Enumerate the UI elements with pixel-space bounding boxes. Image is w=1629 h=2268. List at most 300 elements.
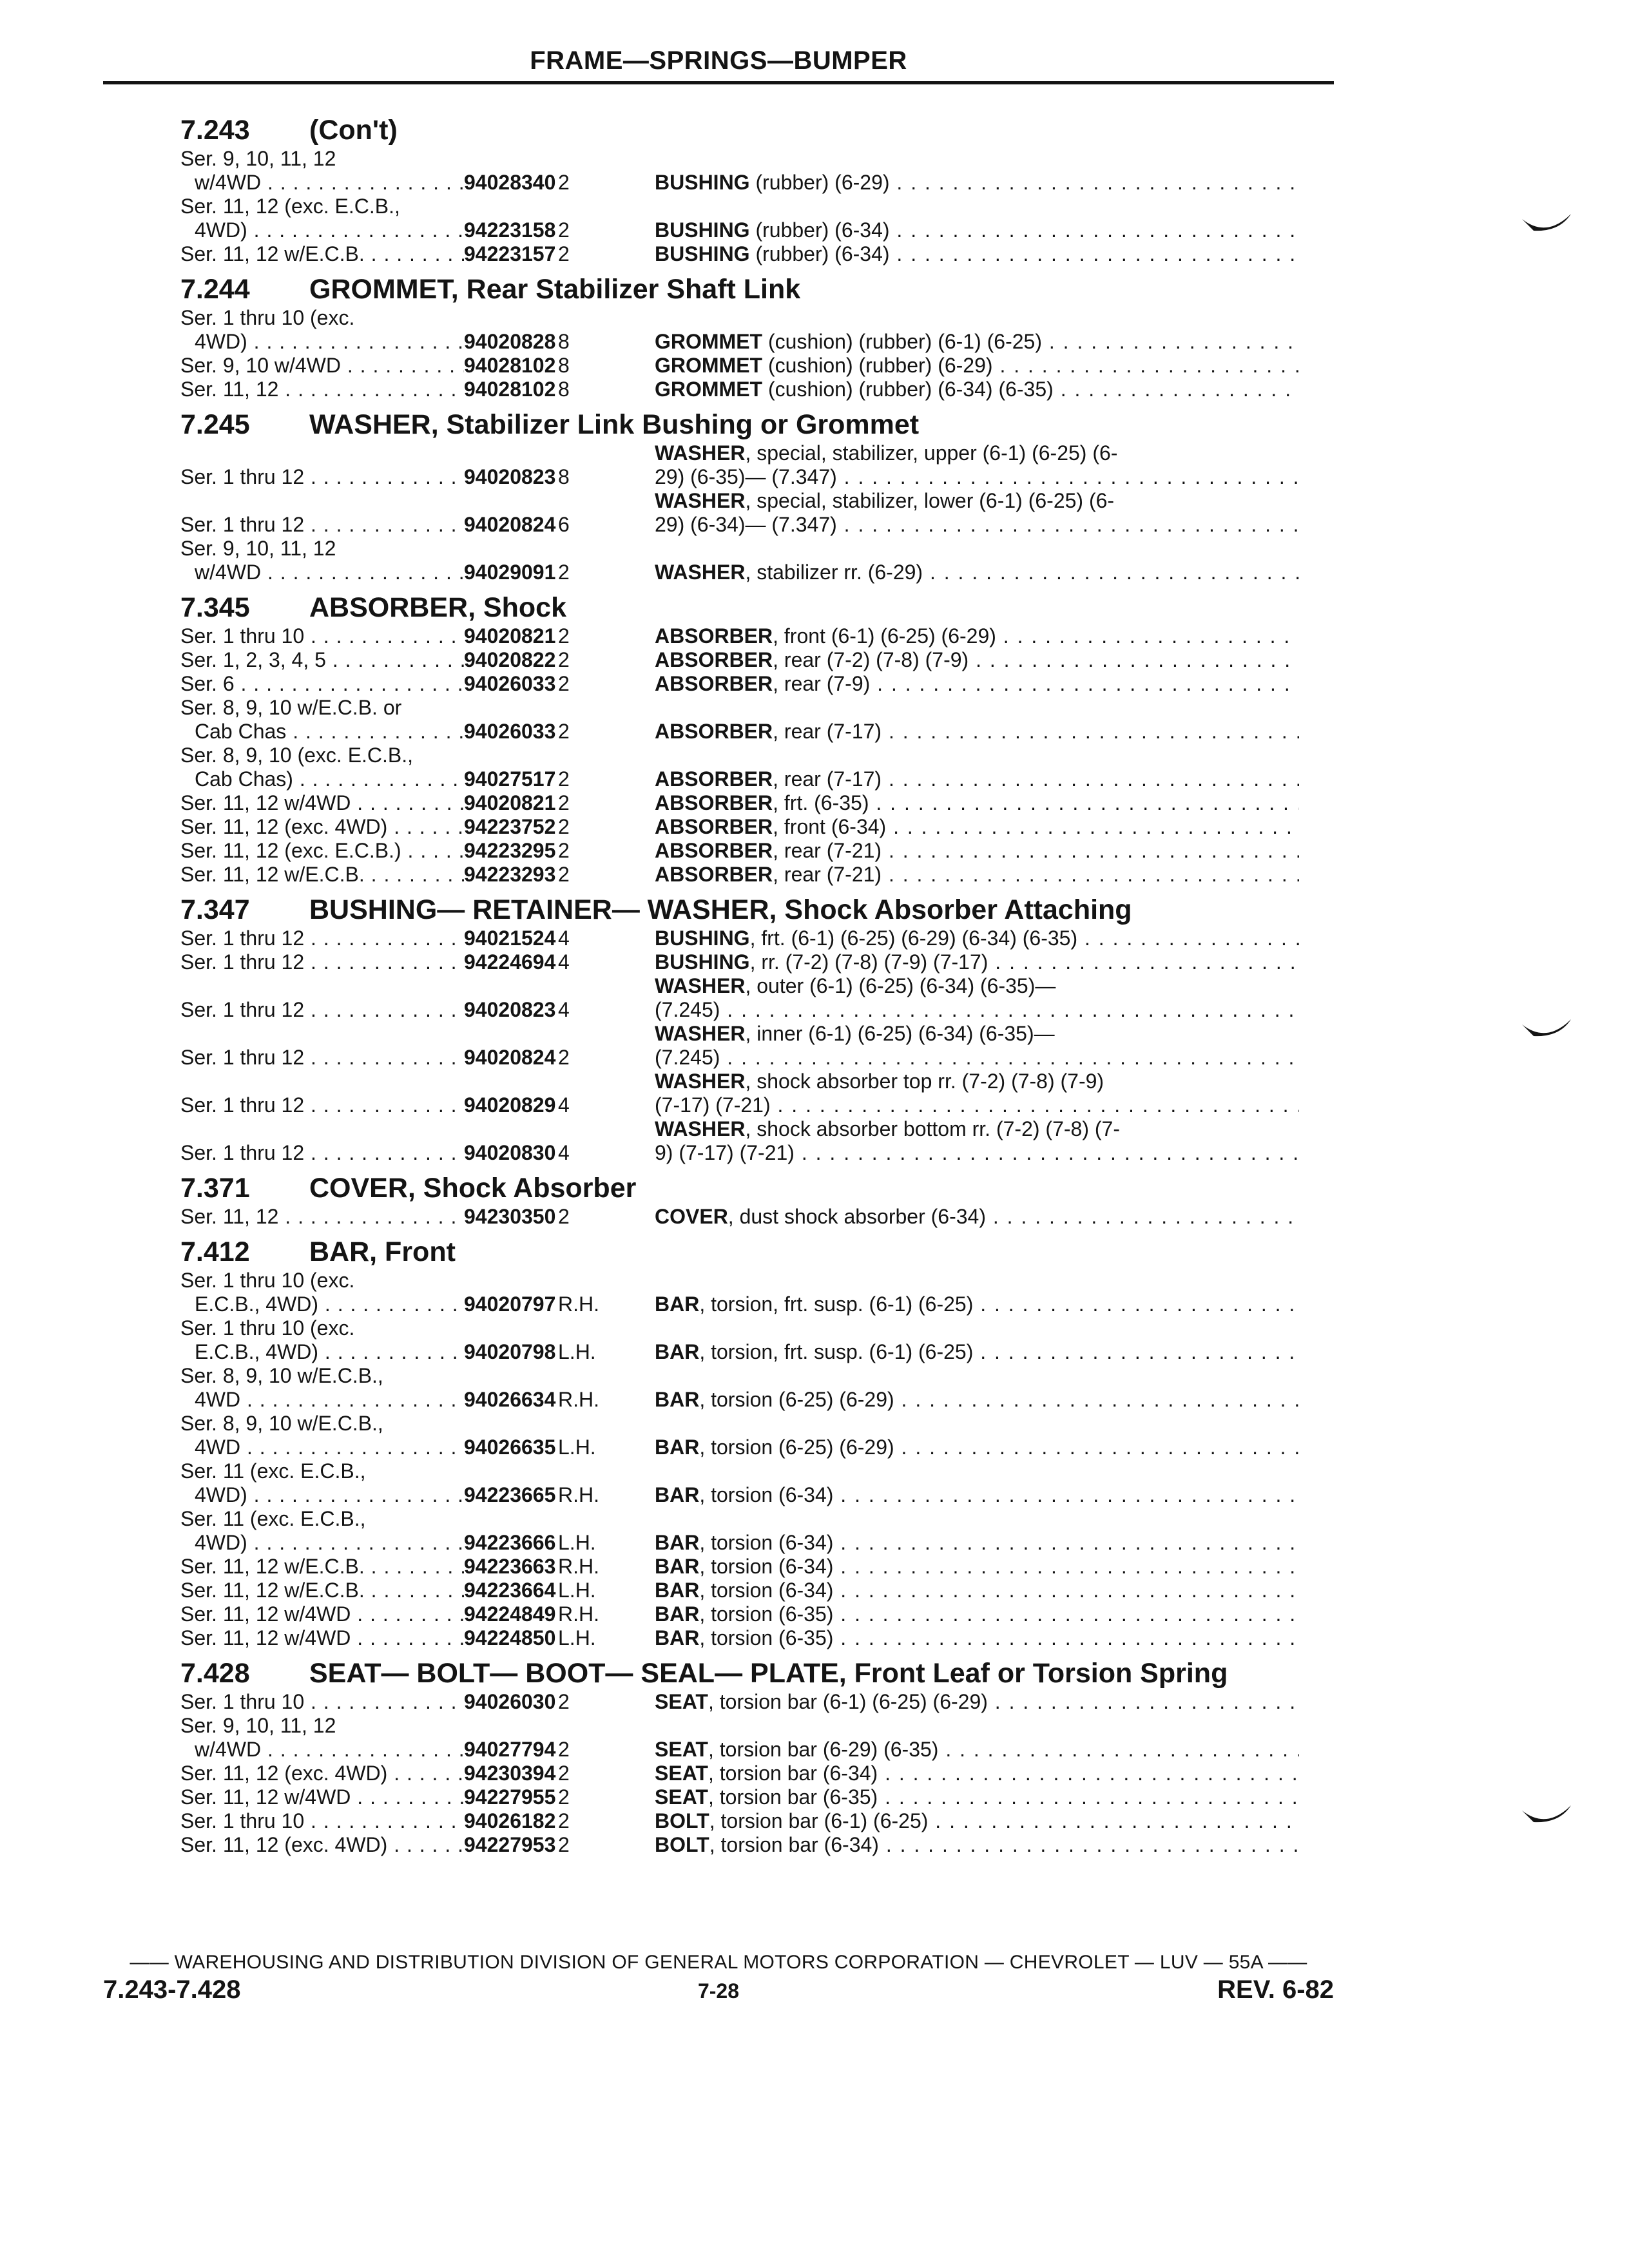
part-row [180, 950, 1327, 974]
application-cell [180, 1093, 464, 1117]
part-name: GROMMET [655, 330, 763, 353]
application-text: Ser. 1 thru 12 . . . [180, 998, 464, 1022]
application-cell [180, 1412, 464, 1459]
part-number: 94026634 [464, 1388, 556, 1411]
quantity: 8 [558, 378, 570, 401]
description-text: (rubber) (6-29) [755, 171, 890, 194]
part-name: BAR [655, 1340, 700, 1363]
part-number: 94028340 [464, 171, 556, 194]
part-row [180, 537, 1327, 584]
part-row [180, 648, 1327, 672]
description-text: special, stabilizer, lower (6-1) (6-25) (6- [757, 489, 1115, 512]
description-cell: BOLT, torsion bar (6-34) . . . [655, 1833, 1299, 1857]
description-text: torsion bar (6-34) [720, 1833, 879, 1856]
part-name: BUSHING [655, 171, 750, 194]
quantity: 2 [558, 624, 570, 648]
application-text: Ser. 11, 12 (exc. 4WD) . . . [180, 815, 464, 839]
quantity: 2 [558, 1046, 570, 1069]
description-text: rear (7-2) (7-8) (7-9) [784, 648, 969, 671]
section-title: SEAT— BOLT— BOOT— SEAL— PLATE, Front Leaf or Torsion Spring [309, 1658, 1228, 1689]
quantity: R.H. [558, 1483, 599, 1506]
application-text: Ser. 1 thru 12 . . . [180, 513, 464, 537]
footer-item-range: 7.243-7.428 [103, 1975, 241, 2004]
part-name: BAR [655, 1602, 700, 1626]
application-cell [180, 1809, 464, 1833]
quantity: 4 [558, 998, 570, 1021]
application-text: Cab Chas) . . . [180, 767, 464, 791]
part-name: BUSHING [655, 927, 750, 950]
part-row [180, 1626, 1327, 1650]
description-cell: BUSHING, frt. (6-1) (6-25) (6-29) (6-34) (6-35) . . . [655, 927, 1299, 950]
description-cell: BAR, torsion (6-35) . . . [655, 1626, 1299, 1650]
section-number: 7.428 [180, 1658, 250, 1689]
part-row [180, 696, 1327, 744]
part-name: ABSORBER [655, 672, 773, 695]
part-row [180, 624, 1327, 648]
application-text: Ser. 1 thru 10 . . . [180, 1809, 464, 1833]
application-text: Ser. 11, 12 w/4WD . . . [180, 1626, 464, 1650]
application-text: Ser. 11, 12 w/E.C.B. . . . [180, 1579, 464, 1602]
section-heading [180, 408, 1327, 441]
part-row [180, 1412, 1327, 1459]
description-text: (cushion) (rubber) (6-1) (6-25) [767, 330, 1042, 353]
part-name: ABSORBER [655, 720, 773, 743]
part-number: 94020828 [464, 330, 556, 353]
part-number: 94020821 [464, 624, 556, 648]
part-row [180, 1269, 1327, 1316]
application-cell [180, 1602, 464, 1626]
application-cell [180, 1785, 464, 1809]
part-name: BUSHING [655, 242, 750, 265]
description-text: rear (7-9) [784, 672, 871, 695]
description-text: special, stabilizer, upper (6-1) (6-25) (6- [757, 441, 1118, 465]
footer-page-number: 7-28 [697, 1979, 740, 2003]
application-cell [180, 1316, 464, 1364]
application-cell [180, 354, 464, 378]
quantity: 2 [558, 1809, 570, 1832]
parts-catalog [180, 107, 1327, 1857]
quantity: L.H. [558, 1579, 596, 1602]
page-header-title: FRAME—SPRINGS—BUMPER [530, 46, 907, 75]
quantity: 4 [558, 1141, 570, 1164]
quantity: 4 [558, 950, 570, 974]
description-text: frt. (6-1) (6-25) (6-29) (6-34) (6-35) [761, 927, 1078, 950]
section-heading [180, 591, 1327, 624]
description-text: (cushion) (rubber) (6-29) [767, 354, 993, 377]
description-text: (7.245) [655, 1046, 720, 1069]
footer-revision: REV. 6-82 [1217, 1975, 1334, 2004]
application-cell [180, 927, 464, 950]
description-cell: ABSORBER, front (6-34) . . . [655, 815, 1299, 839]
description-cell: ABSORBER, rear (7-21) . . . [655, 839, 1299, 863]
part-row [180, 744, 1327, 791]
part-number: 94026635 [464, 1436, 556, 1459]
quantity: 6 [558, 513, 570, 536]
part-number: 94020823 [464, 998, 556, 1021]
part-row [180, 927, 1327, 950]
quantity: L.H. [558, 1436, 596, 1459]
part-name: BUSHING [655, 218, 750, 242]
part-number: 94020823 [464, 465, 556, 488]
part-name: WASHER [655, 489, 746, 512]
quantity: R.H. [558, 1602, 599, 1626]
application-cell [180, 1269, 464, 1316]
part-row [180, 1205, 1327, 1229]
part-row [180, 1714, 1327, 1762]
application-text: Ser. 11, 12 . . . [180, 378, 464, 401]
description-cell: WASHER, special, stabilizer, lower (6-1) (6-25) (6- 29) (6-34)— (7.347) . . . [655, 489, 1299, 537]
description-text: front (6-1) (6-25) (6-29) [784, 624, 996, 648]
application-cell [180, 537, 464, 584]
page-footer [103, 1951, 1334, 2008]
application-cell [180, 465, 464, 489]
part-row [180, 489, 1327, 537]
part-row [180, 863, 1327, 887]
part-number: 94026182 [464, 1809, 556, 1832]
part-number: 94223663 [464, 1555, 556, 1578]
description-cell: WASHER, shock absorber bottom rr. (7-2) (7-8) (7- 9) (7-17) (7-21) . . . [655, 1117, 1299, 1165]
part-number: 94027794 [464, 1738, 556, 1761]
part-name: WASHER [655, 1022, 746, 1045]
application-text: Ser. 11, 12 (exc. E.C.B.) . . . [180, 839, 464, 863]
section-number: 7.244 [180, 274, 250, 305]
quantity: 8 [558, 465, 570, 488]
part-name: BAR [655, 1388, 700, 1411]
part-row [180, 839, 1327, 863]
part-name: ABSORBER [655, 839, 773, 862]
part-name: BAR [655, 1579, 700, 1602]
catalog-section [180, 591, 1327, 887]
application-cell [180, 950, 464, 974]
part-name: WASHER [655, 974, 746, 997]
application-text: Ser. 11, 12 . . . [180, 1205, 464, 1229]
part-number: 94020829 [464, 1093, 556, 1117]
description-text: rear (7-17) [784, 720, 882, 743]
part-number: 94021524 [464, 927, 556, 950]
section-title: (Con't) [309, 115, 398, 146]
footer-publisher-line: —— WAREHOUSING AND DISTRIBUTION DIVISION OF GENERAL MOTORS CORPORATION — CHEVROLET — LUV — 55A —— [130, 1952, 1307, 1973]
application-text: Ser. 1 thru 10 (exc. [180, 1269, 355, 1292]
quantity: 8 [558, 330, 570, 353]
part-number: 94223665 [464, 1483, 556, 1506]
application-text: w/4WD . . . [180, 171, 464, 195]
part-number: 94020798 [464, 1340, 556, 1363]
application-cell [180, 242, 464, 266]
quantity: 2 [558, 863, 570, 886]
part-row [180, 1555, 1327, 1579]
part-number: 94027517 [464, 767, 556, 791]
section-heading [180, 1657, 1327, 1690]
part-number: 94026033 [464, 672, 556, 695]
application-cell [180, 648, 464, 672]
part-name: SEAT [655, 1690, 708, 1713]
binder-mark-icon [1521, 213, 1572, 238]
section-number: 7.345 [180, 592, 250, 623]
part-number: 94223293 [464, 863, 556, 886]
part-number: 94020797 [464, 1293, 556, 1316]
description-text: (rubber) (6-34) [755, 242, 890, 265]
description-text: rear (7-21) [784, 839, 882, 862]
description-cell: ABSORBER, front (6-1) (6-25) (6-29) . . . [655, 624, 1299, 648]
part-name: WASHER [655, 1070, 746, 1093]
part-row [180, 1602, 1327, 1626]
description-text: torsion, frt. susp. (6-1) (6-25) [711, 1293, 974, 1316]
quantity: 2 [558, 1690, 570, 1713]
part-row [180, 147, 1327, 195]
catalog-section [180, 1657, 1327, 1857]
description-text: front (6-34) [784, 815, 887, 838]
description-cell: BAR, torsion (6-34) . . . [655, 1531, 1299, 1555]
part-number: 94020822 [464, 648, 556, 671]
binder-mark-icon [1521, 1018, 1572, 1044]
part-number: 94223752 [464, 815, 556, 838]
part-name: BOLT [655, 1809, 709, 1832]
section-number: 7.371 [180, 1173, 250, 1204]
description-cell: BAR, torsion (6-25) (6-29) . . . [655, 1388, 1299, 1412]
application-cell [180, 1046, 464, 1070]
section-title: COVER, Shock Absorber [309, 1173, 637, 1204]
part-name: GROMMET [655, 354, 763, 377]
description-text: (rubber) (6-34) [755, 218, 890, 242]
part-number: 94227955 [464, 1785, 556, 1809]
description-text: torsion (6-34) [711, 1531, 834, 1554]
part-number: 94028102 [464, 378, 556, 401]
section-title: ABSORBER, Shock [309, 592, 567, 623]
description-text: torsion (6-35) [711, 1626, 834, 1649]
part-row [180, 815, 1327, 839]
quantity: 2 [558, 815, 570, 838]
description-cell: WASHER, outer (6-1) (6-25) (6-34) (6-35)— (7.245) . . . [655, 974, 1299, 1022]
application-cell [180, 1690, 464, 1714]
application-cell [180, 791, 464, 815]
application-cell [180, 1626, 464, 1650]
description-cell: BUSHING, rr. (7-2) (7-8) (7-9) (7-17) . . . [655, 950, 1299, 974]
part-row [180, 1507, 1327, 1555]
part-number: 94223295 [464, 839, 556, 862]
application-text: Ser. 1 thru 10 . . . [180, 624, 464, 648]
part-row [180, 1316, 1327, 1364]
part-row [180, 441, 1327, 489]
section-title: WASHER, Stabilizer Link Bushing or Grommet [309, 409, 920, 440]
description-text: 9) (7-17) (7-21) [655, 1141, 795, 1164]
description-text: rr. (7-2) (7-8) (7-9) (7-17) [761, 950, 988, 974]
application-text: Ser. 9, 10, 11, 12 [180, 147, 336, 170]
application-cell [180, 378, 464, 401]
description-cell: SEAT, torsion bar (6-34) . . . [655, 1762, 1299, 1785]
quantity: 2 [558, 791, 570, 814]
description-cell: WASHER, shock absorber top rr. (7-2) (7-8) (7-9) (7-17) (7-21) . . . [655, 1070, 1299, 1117]
quantity: 2 [558, 1205, 570, 1228]
part-name: ABSORBER [655, 863, 773, 886]
part-name: BOLT [655, 1833, 709, 1856]
description-cell: BAR, torsion (6-34) . . . [655, 1483, 1299, 1507]
application-cell [180, 672, 464, 696]
quantity: 2 [558, 767, 570, 791]
part-name: ABSORBER [655, 767, 773, 791]
quantity: R.H. [558, 1388, 599, 1411]
description-cell: WASHER, inner (6-1) (6-25) (6-34) (6-35)— (7.245) . . . [655, 1022, 1299, 1070]
description-cell: BAR, torsion (6-34) . . . [655, 1579, 1299, 1602]
part-number: 94026030 [464, 1690, 556, 1713]
description-cell [655, 330, 1299, 354]
part-row [180, 1070, 1327, 1117]
description-text: 29) (6-34)— (7.347) [655, 513, 837, 536]
application-text: E.C.B., 4WD) . . . [180, 1293, 464, 1316]
part-row [180, 1579, 1327, 1602]
part-name: WASHER [655, 1117, 746, 1140]
description-text: torsion bar (6-1) (6-25) (6-29) [719, 1690, 988, 1713]
application-text: Ser. 9, 10 w/4WD . . . [180, 354, 464, 378]
section-heading [180, 893, 1327, 927]
description-cell: ABSORBER, frt. (6-35) . . . [655, 791, 1299, 815]
description-text: 29) (6-35)— (7.347) [655, 465, 837, 488]
part-number: 94028102 [464, 354, 556, 377]
section-title: BAR, Front [309, 1236, 456, 1267]
part-row [180, 1762, 1327, 1785]
part-row [180, 974, 1327, 1022]
quantity: L.H. [558, 1340, 596, 1363]
section-heading [180, 113, 1327, 147]
part-number: 94230350 [464, 1205, 556, 1228]
description-text: frt. (6-35) [784, 791, 869, 814]
application-text: Ser. 1 thru 10 . . . [180, 1690, 464, 1714]
quantity: L.H. [558, 1626, 596, 1649]
section-number: 7.412 [180, 1236, 250, 1267]
application-text: 4WD . . . [180, 1388, 464, 1412]
part-name: BAR [655, 1436, 700, 1459]
quantity: 2 [558, 720, 570, 743]
application-text: Ser. 6 . . . [180, 672, 464, 696]
part-number: 94223158 [464, 218, 556, 242]
description-cell [655, 242, 1299, 266]
application-text: 4WD) . . . [180, 1531, 464, 1555]
quantity: 2 [558, 561, 570, 584]
part-number: 94224849 [464, 1602, 556, 1626]
description-cell: COVER, dust shock absorber (6-34) . . . [655, 1205, 1299, 1229]
description-text: (7.245) [655, 998, 720, 1021]
application-cell [180, 998, 464, 1022]
application-text: Ser. 1 thru 10 (exc. [180, 1316, 355, 1340]
description-text: torsion, frt. susp. (6-1) (6-25) [711, 1340, 974, 1363]
application-text: Ser. 1 thru 10 (exc. [180, 306, 355, 329]
description-text: torsion (6-25) (6-29) [711, 1436, 894, 1459]
application-cell [180, 1833, 464, 1857]
application-cell [180, 1507, 464, 1555]
description-cell: BAR, torsion, frt. susp. (6-1) (6-25) . . . [655, 1340, 1299, 1364]
part-name: BAR [655, 1293, 700, 1316]
application-text: Ser. 1 thru 12 . . . [180, 950, 464, 974]
quantity: 4 [558, 1093, 570, 1117]
description-text: rear (7-21) [784, 863, 882, 886]
application-text: Ser. 11, 12 w/4WD . . . [180, 1602, 464, 1626]
part-number: 94223664 [464, 1579, 556, 1602]
quantity: 2 [558, 171, 570, 194]
section-title: BUSHING— RETAINER— WASHER, Shock Absorber Attaching [309, 894, 1132, 925]
part-number: 94224694 [464, 950, 556, 974]
description-cell: WASHER, special, stabilizer, upper (6-1) (6-25) (6- 29) (6-35)— (7.347) . . . [655, 441, 1299, 489]
description-text: torsion (6-34) [711, 1579, 834, 1602]
description-text: outer (6-1) (6-25) (6-34) (6-35)— [757, 974, 1056, 997]
application-cell [180, 1459, 464, 1507]
application-text: Ser. 1 thru 12 . . . [180, 1046, 464, 1070]
part-name: ABSORBER [655, 815, 773, 838]
application-cell [180, 744, 464, 791]
description-cell: ABSORBER, rear (7-9) . . . [655, 672, 1299, 696]
catalog-section [180, 1171, 1327, 1229]
description-text: stabilizer rr. (6-29) [757, 561, 923, 584]
part-number: 94223157 [464, 242, 556, 265]
part-row [180, 195, 1327, 242]
application-text: Ser. 11, 12 (exc. 4WD) . . . [180, 1762, 464, 1785]
application-text: Ser. 1 thru 12 . . . [180, 1141, 464, 1165]
description-text: rear (7-17) [784, 767, 882, 791]
part-row [180, 791, 1327, 815]
application-cell [180, 815, 464, 839]
quantity: 2 [558, 1738, 570, 1761]
part-name: BUSHING [655, 950, 750, 974]
section-heading [180, 1235, 1327, 1269]
part-name: BAR [655, 1626, 700, 1649]
description-cell: SEAT, torsion bar (6-29) (6-35) . . . [655, 1738, 1299, 1762]
application-text: 4WD) . . . [180, 218, 464, 242]
description-text: torsion bar (6-1) (6-25) [720, 1809, 929, 1832]
description-text: (cushion) (rubber) (6-34) (6-35) [767, 378, 1054, 401]
part-row [180, 1364, 1327, 1412]
part-number: 94020821 [464, 791, 556, 814]
quantity: 2 [558, 242, 570, 265]
description-cell: BAR, torsion (6-34) . . . [655, 1555, 1299, 1579]
part-row [180, 306, 1327, 354]
part-row [180, 1022, 1327, 1070]
quantity: R.H. [558, 1555, 599, 1578]
description-cell: ABSORBER, rear (7-17) . . . [655, 720, 1299, 744]
application-text: Ser. 11, 12 (exc. 4WD) . . . [180, 1833, 464, 1857]
application-cell [180, 696, 464, 744]
description-cell [655, 378, 1299, 401]
quantity: 2 [558, 839, 570, 862]
quantity: 2 [558, 648, 570, 671]
description-text: torsion bar (6-29) (6-35) [719, 1738, 939, 1761]
section-number: 7.243 [180, 115, 250, 146]
quantity: 2 [558, 218, 570, 242]
header-rule [103, 81, 1334, 84]
quantity: R.H. [558, 1293, 599, 1316]
description-cell: SEAT, torsion bar (6-1) (6-25) (6-29) . . . [655, 1690, 1299, 1714]
description-text: torsion (6-34) [711, 1555, 834, 1578]
application-cell [180, 624, 464, 648]
part-row [180, 1459, 1327, 1507]
application-text: Ser. 11, 12 (exc. E.C.B., [180, 195, 400, 218]
description-text: shock absorber top rr. (7-2) (7-8) (7-9) [757, 1070, 1104, 1093]
application-text: 4WD) . . . [180, 1483, 464, 1507]
application-text: Ser. 1 thru 12 . . . [180, 927, 464, 950]
application-text: Cab Chas . . . [180, 720, 464, 744]
description-cell [655, 171, 1299, 195]
description-cell: BAR, torsion, frt. susp. (6-1) (6-25) . . . [655, 1293, 1299, 1316]
description-cell: ABSORBER, rear (7-17) . . . [655, 767, 1299, 791]
description-cell: ABSORBER, rear (7-2) (7-8) (7-9) . . . [655, 648, 1299, 672]
quantity: 4 [558, 927, 570, 950]
part-number: 94020824 [464, 513, 556, 536]
part-name: WASHER [655, 561, 746, 584]
part-row [180, 354, 1327, 378]
application-text: w/4WD . . . [180, 1738, 464, 1762]
application-cell [180, 1205, 464, 1229]
binder-mark-icon [1521, 1804, 1572, 1830]
part-name: SEAT [655, 1785, 708, 1809]
part-number: 94020830 [464, 1141, 556, 1164]
section-number: 7.347 [180, 894, 250, 925]
